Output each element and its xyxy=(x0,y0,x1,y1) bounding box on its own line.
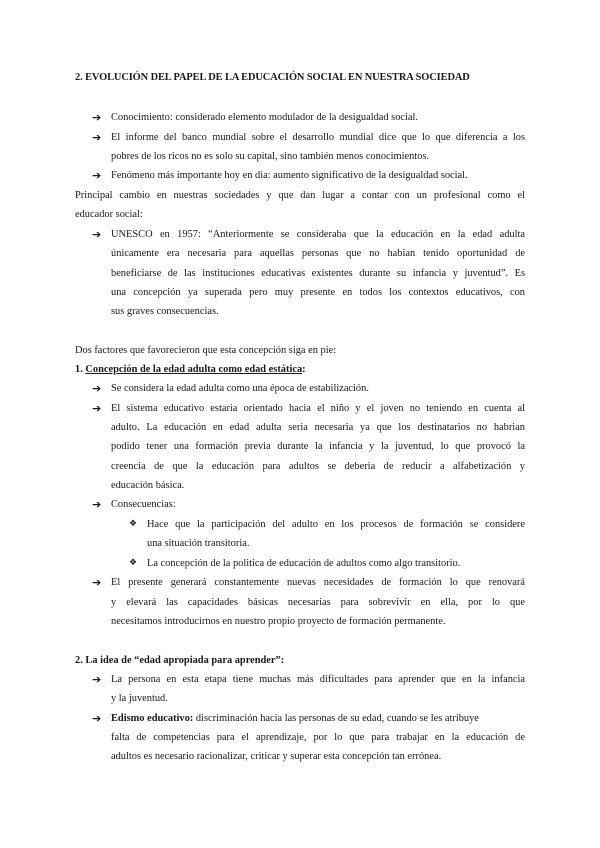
arrow-bullet-icon: ➔ xyxy=(92,111,102,124)
arrow-bullet-icon: ➔ xyxy=(92,712,102,725)
quote-line: beneficiarse de las instituciones educativas existentes durante su infancia y juventud”. Es xyxy=(111,268,525,279)
arrow-bullet-icon: ➔ xyxy=(92,169,102,182)
bullet-text: El sistema educativo estaria orientado hacia el niño y el joven no teniendo en cuenta al xyxy=(111,403,525,414)
quote-line: UNESCO en 1957: “Anteriormente se consideraba que la educación en la edad adulta xyxy=(111,229,525,240)
section-1-heading xyxy=(75,363,306,376)
section-1-heading-text: Concepción de la edad adulta como edad estática xyxy=(85,364,303,375)
arrow-bullet-icon: ➔ xyxy=(92,498,102,511)
quote-line: únicamente era necesaria para aquellas personas que no habian tenido oportunidad de xyxy=(111,248,525,259)
bullet-text: pobres de los ricos no es solo su capital, sino también menos conocimientos. xyxy=(111,151,430,162)
section-1-heading-colon: : xyxy=(302,364,306,375)
paragraph-line: Principal cambio en nuestras sociedades y que dan lugar a contar con un profesional como el xyxy=(75,190,525,201)
sub-bullet-text: Hace que la participación del adulto en los procesos de formación se considere xyxy=(147,519,525,530)
bullet-text: y la juventud. xyxy=(111,693,168,704)
section-2-heading-colon: : xyxy=(280,655,285,666)
bullet-text: educación básica. xyxy=(111,480,185,491)
arrow-bullet-icon: ➔ xyxy=(92,576,102,589)
bullet-text: El informe del banco mundial sobre el desarrollo mundial dice que lo que diferencia a los xyxy=(111,132,525,143)
section-2-heading-text: 2. La idea de “edad apropiada para aprender” xyxy=(75,655,281,666)
arrow-bullet-icon: ➔ xyxy=(92,673,102,686)
bullet-text: Conocimiento: considerado elemento modulador de la desigualdad social. xyxy=(111,112,419,123)
bullet-text xyxy=(111,712,525,725)
diamond-bullet-icon: ❖ xyxy=(129,519,138,529)
section-2-heading xyxy=(75,654,284,667)
sub-bullet-text: La concepción de la politica de educación de adultos como algo transitorio. xyxy=(147,558,461,569)
quote-line: una concepción ya superada pero muy presente en todos los contextos educativos, con xyxy=(111,287,525,298)
sub-bullet-text: una situación transitoria. xyxy=(147,538,250,549)
section-title: 2. EVOLUCIÓN DEL PAPEL DE LA EDUCACIÓN SOCIAL EN NUESTRA SOCIEDAD xyxy=(75,72,470,83)
diamond-bullet-icon: ❖ xyxy=(129,558,138,568)
edismo-term: Edismo educativo: xyxy=(111,713,194,724)
paragraph-line: educador social: xyxy=(75,209,143,220)
bullet-text: falta de competencias para el aprendizaje, por lo que para trabajar en la educación de xyxy=(111,732,525,743)
arrow-bullet-icon: ➔ xyxy=(92,402,102,415)
bullet-text: El presente generará constantemente nuevas necesidades de formación lo que renovará xyxy=(111,577,525,588)
edismo-definition: discriminación hacia las personas de su edad, cuando se les atribuye xyxy=(193,713,479,724)
bullet-text: necesitamos introducirnos en nuestro propio proyecto de formación permanente. xyxy=(111,616,446,627)
bullet-text: Fenómeno más importante hoy en dia: aumento significativo de la desigualdad social. xyxy=(111,170,468,181)
bullet-text: y elevará las capacidades básicas necesarias para sobrevivir en ella, por lo que xyxy=(111,597,525,608)
paragraph-line: Dos factores que favorecieron que esta concepción siga en pie: xyxy=(75,345,337,356)
bullet-text: creencia de que la educación para adultos se deberia de reducir a alfabetización y xyxy=(111,461,525,472)
bullet-text: podido tener una formación previa durante la infancia y la juventud, lo que provocó la xyxy=(111,441,525,452)
arrow-bullet-icon: ➔ xyxy=(92,382,102,395)
arrow-bullet-icon: ➔ xyxy=(92,228,102,241)
bullet-text: Se considera la edad adulta como una época de estabilización. xyxy=(111,383,369,394)
bullet-text: La persona en esta etapa tiene muchas más dificultades para aprender que en la infancia xyxy=(111,674,525,685)
bullet-text: adulto. La educación en edad adulta seria necesaria ya que los destinatarios no habrian xyxy=(111,422,525,433)
quote-line: sus graves consecuencias. xyxy=(111,306,219,317)
bullet-text: Consecuencias: xyxy=(111,499,176,510)
section-1-number: 1. xyxy=(75,364,86,375)
bullet-text: adultos es necesario racionalizar, criticar y superar esta concepción tan errónea. xyxy=(111,751,442,762)
arrow-bullet-icon: ➔ xyxy=(92,131,102,144)
